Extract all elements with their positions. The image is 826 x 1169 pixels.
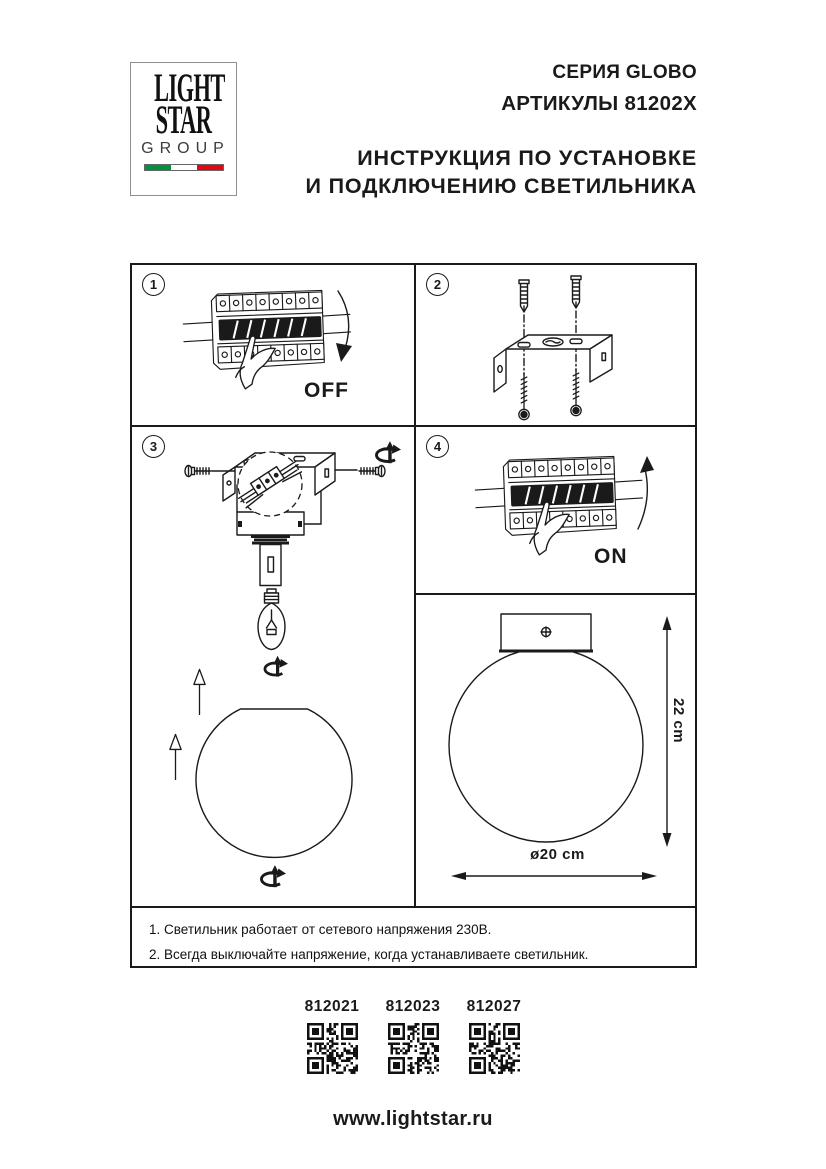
logo-star-text: STAR: [155, 97, 212, 142]
note-line-1: 1. Светильник работает от сетевого напряжения 230В.: [149, 922, 492, 937]
qr-code: [307, 1023, 358, 1074]
flag-white-segment: [171, 165, 197, 170]
step-number-badge: 4: [426, 435, 449, 458]
lightstar-logo: [130, 62, 237, 196]
logo-light-text: LIGHT: [154, 65, 225, 110]
step-number-badge: 2: [426, 273, 449, 296]
flag-green-segment: [145, 165, 171, 170]
qr-article-label: 812021: [304, 998, 360, 1015]
articles-title: АРТИКУЛЫ 81202X: [501, 92, 697, 115]
logo-group-text: GROUP: [141, 140, 230, 157]
off-label: OFF: [304, 379, 349, 402]
step-panel-2: [416, 265, 695, 425]
circuit-breaker-on-illustration: [416, 427, 695, 593]
dimensions-panel: [416, 595, 695, 906]
qr-article-label: 812027: [466, 998, 522, 1015]
qr-item: [380, 998, 446, 1074]
height-dimension-label: 22 cm: [670, 698, 687, 744]
notes-panel: [132, 908, 699, 970]
step-number-badge: 1: [142, 273, 165, 296]
qr-item: [461, 998, 527, 1074]
website-footer: www.lightstar.ru: [333, 1108, 493, 1130]
step-panel-3: [132, 427, 415, 906]
circuit-breaker-off-illustration: [132, 265, 415, 425]
qr-section: [0, 998, 826, 1074]
step-number-badge: 3: [142, 435, 165, 458]
qr-article-label: 812023: [385, 998, 441, 1015]
series-title: СЕРИЯ GLOBO: [552, 62, 697, 83]
mounting-bracket-illustration: [416, 265, 695, 425]
instruction-title-line2: И ПОДКЛЮЧЕНИЮ СВЕТИЛЬНИКА: [305, 174, 697, 198]
qr-code: [388, 1023, 439, 1074]
diagram-grid: [130, 263, 697, 968]
lamp-assembly-illustration: [132, 427, 415, 906]
qr-code: [469, 1023, 520, 1074]
step-panel-1: [132, 265, 415, 425]
italian-flag-stripe: [144, 164, 224, 171]
qr-item: [299, 998, 365, 1074]
step-panel-4: [416, 427, 695, 593]
instruction-title-line1: ИНСТРУКЦИЯ ПО УСТАНОВКЕ: [357, 146, 697, 170]
diameter-dimension-label: ø20 cm: [530, 846, 585, 863]
flag-red-segment: [197, 165, 223, 170]
on-label: ON: [594, 545, 628, 568]
note-line-2: 2. Всегда выключайте напряжение, когда устанавливаете светильник.: [149, 947, 589, 962]
